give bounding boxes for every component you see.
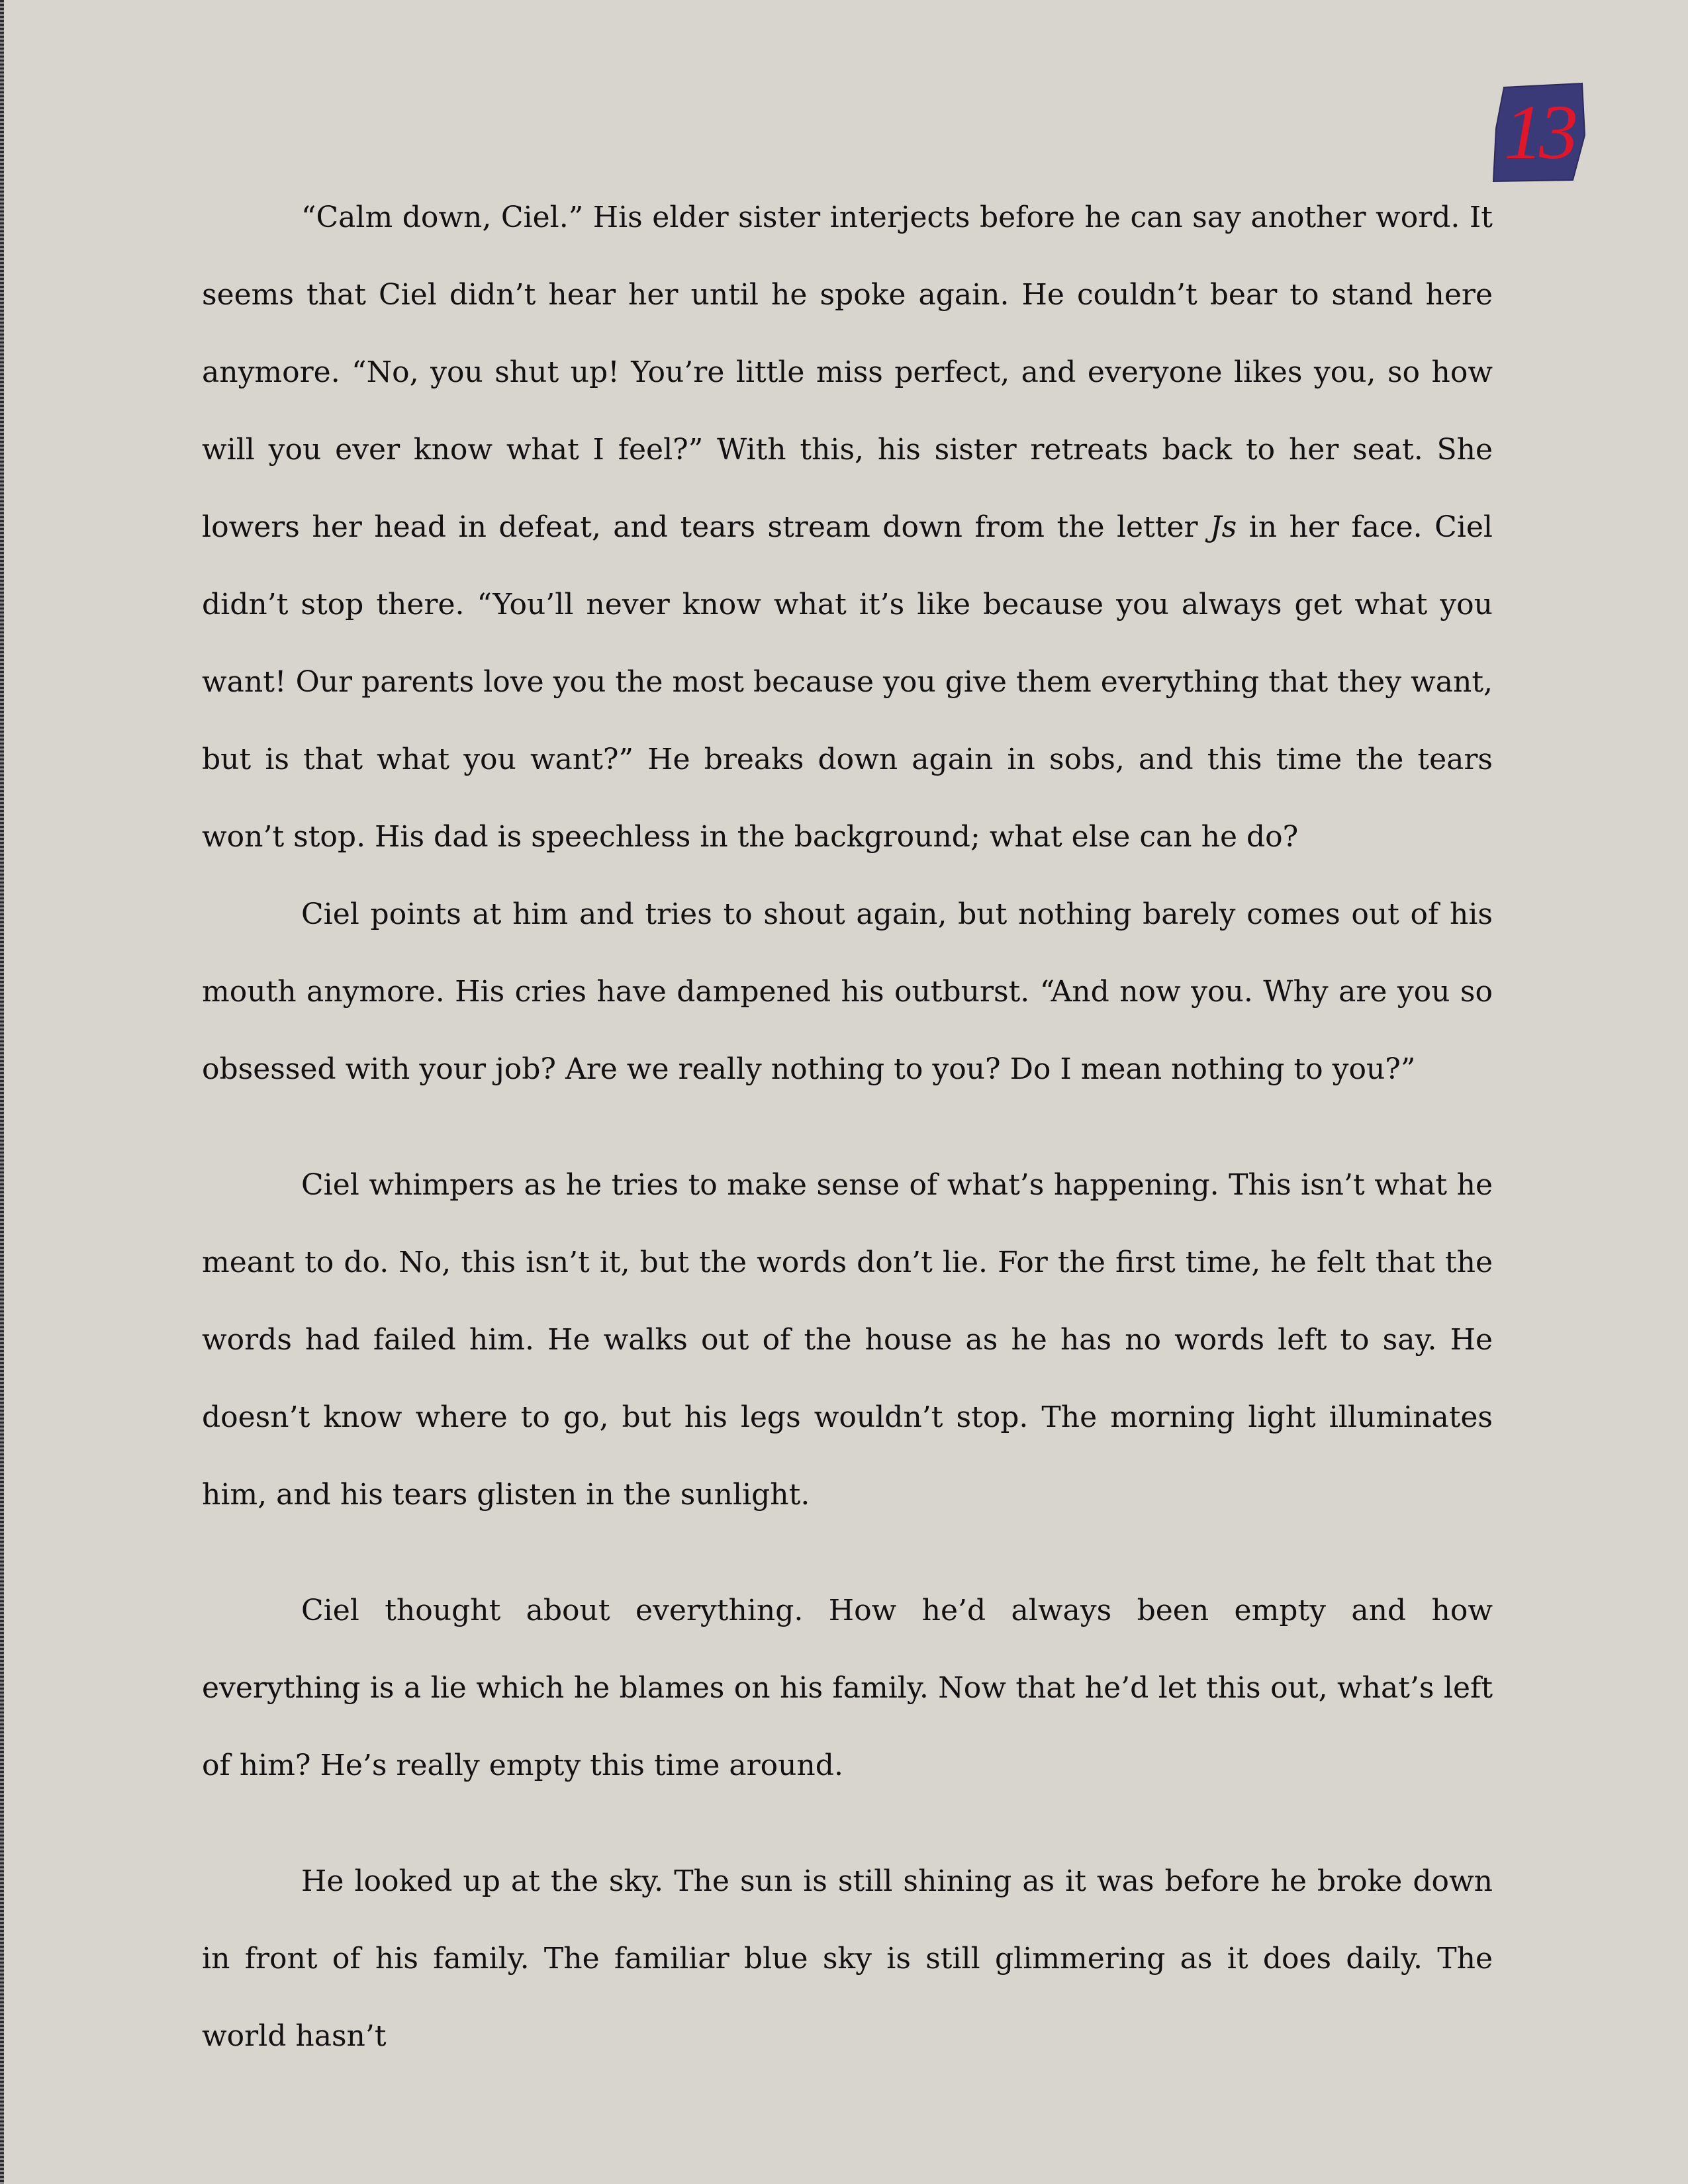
page-left-edge bbox=[0, 0, 4, 2184]
page-number-badge bbox=[1489, 81, 1589, 184]
paragraph-1-emphasis: Js bbox=[1210, 510, 1237, 544]
paragraph-1-text-after: in her face. Ciel didn’t stop there. “You’ll never know what it’s like because you always get what you want! Our parents love you the most because you give them everything that they want, but is that what you want?” He breaks down again in sobs, and this time the tears won’t stop. His dad is speechless in the background; what else can he do? bbox=[202, 510, 1493, 854]
page-number: 13 bbox=[1504, 89, 1574, 175]
paragraph-5: He looked up at the sky. The sun is still shining as it was before he broke down in front of his family. The familiar blue sky is still glimmering as it does daily. The world hasn’t bbox=[202, 1864, 1493, 2053]
paragraph-2: Ciel points at him and tries to shout again, but nothing barely comes out of his mouth anymore. His cries have dampened his outburst. “And now you. Why are you so obsessed with your job? Are we really nothing to you? Do I mean nothing to you?” bbox=[202, 897, 1493, 1086]
paragraph-1-text-before: “Calm down, Ciel.” His elder sister interjects before he can say another word. It seems that Ciel didn’t hear her until he spoke again. He couldn’t bear to stand here anymore. “No, you shut up! You’re little miss perfect, and everyone likes you, so how will you ever know what I feel?” With this, his sister retreats back to her seat. She lowers her head in defeat, and tears stream down from the letter bbox=[202, 201, 1493, 544]
story-body bbox=[202, 179, 1493, 2075]
paragraph-3: Ciel whimpers as he tries to make sense of what’s happening. This isn’t what he meant to do. No, this isn’t it, but the words don’t lie. For the first time, he felt that the words had failed him. He walks out of the house as he has no words left to say. He doesn’t know where to go, but his legs wouldn’t stop. The morning light illuminates him, and his tears glisten in the sunlight. bbox=[202, 1168, 1493, 1512]
paragraph-1 bbox=[202, 179, 1493, 876]
paragraph-4: Ciel thought about everything. How he’d always been empty and how everything is a lie which he blames on his family. Now that he’d let this out, what’s left of him? He’s really empty this time around. bbox=[202, 1594, 1493, 1782]
